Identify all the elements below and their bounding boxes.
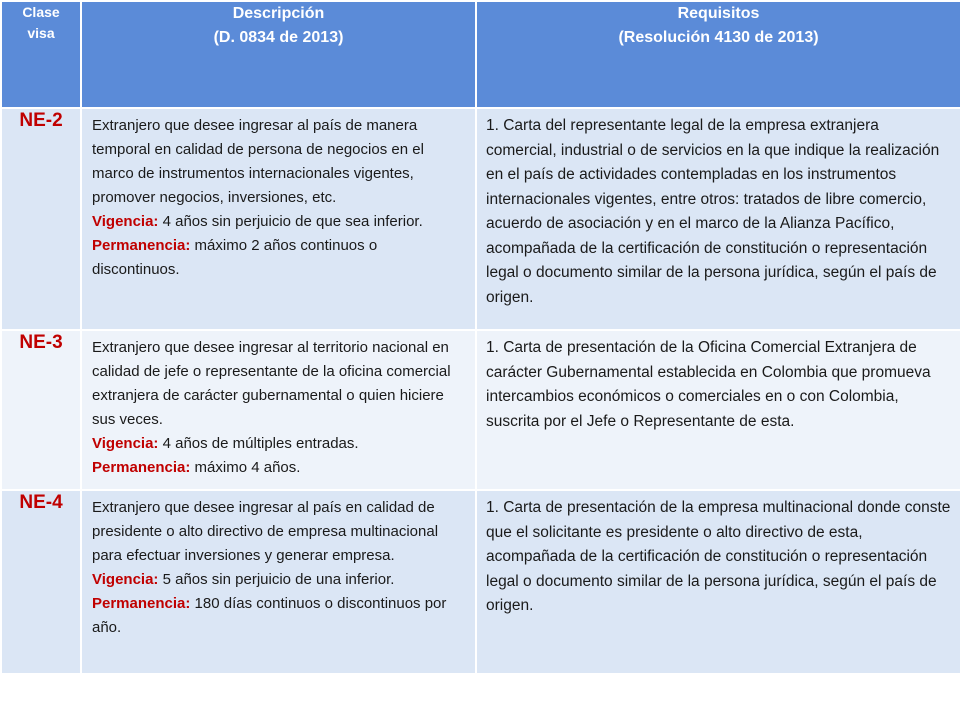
header-descripcion-line1: Descripción <box>232 5 325 22</box>
vigencia-line <box>92 568 467 592</box>
header-descripcion <box>81 1 476 108</box>
vigencia-line <box>92 432 467 456</box>
header-descripcion-line2: (D. 0834 de 2013) <box>213 29 344 46</box>
vigencia-value: 4 años sin perjuicio de que sea inferior. <box>158 213 423 230</box>
description-text: Extranjero que desee ingresar al país de manera temporal en calidad de persona de negocios en el marco de instrumentos internacionales vigentes, promover negocios, inversiones, etc. <box>92 117 424 206</box>
permanencia-label: Permanencia: <box>92 237 191 254</box>
visa-class-cell: NE-2 <box>1 108 81 330</box>
table-header-row <box>1 1 960 108</box>
vigencia-label: Vigencia: <box>92 571 159 588</box>
permanencia-line <box>92 234 467 282</box>
requirements-cell: 1. Carta del representante legal de la empresa extranjera comercial, industrial o de servicios en la que indique la realización en el país de actividades contempladas en los instrumentos internacionales vigentes, entre otros: tratados de libre comercio, acuerdo de asociación y en el marco de la Alianza Pacífico, acompañada de la certificación de constitución o representación legal o documento similar de la persona jurídica, según el país de origen. <box>476 108 960 330</box>
header-requisitos-line2: (Resolución 4130 de 2013) <box>618 29 819 46</box>
visa-class-cell: NE-3 <box>1 330 81 490</box>
requirements-cell: 1. Carta de presentación de la Oficina Comercial Extranjera de carácter Gubernamental establecida en Colombia que promueva intercambios económicos o comerciales en o con Colombia, suscrita por el Jefe o Representante de esta. <box>476 330 960 490</box>
vigencia-label: Vigencia: <box>92 213 159 230</box>
vigencia-value: 4 años de múltiples entradas. <box>158 435 359 452</box>
header-requisitos <box>476 1 960 108</box>
table-row-ne-4 <box>1 490 960 674</box>
permanencia-line <box>92 592 467 640</box>
requirements-cell: 1. Carta de presentación de la empresa multinacional donde conste que el solicitante es presidente o alto directivo de esta, acompañada de la certificación de constitución o representación legal o documento similar de la persona jurídica, según el país de origen. <box>476 490 960 674</box>
description-cell <box>81 108 476 330</box>
table-row-ne-3 <box>1 330 960 490</box>
permanencia-value: máximo 2 años continuos o discontinuos. <box>92 237 378 278</box>
header-requisitos-line1: Requisitos <box>677 5 760 22</box>
header-clase-line1: Clase <box>22 4 60 20</box>
permanencia-line <box>92 456 467 480</box>
description-cell <box>81 490 476 674</box>
header-clase-visa <box>1 1 81 108</box>
description-text: Extranjero que desee ingresar al territorio nacional en calidad de jefe o representante de la oficina comercial extranjera de carácter gubernamental o quien hiciere sus veces. <box>92 339 451 428</box>
permanencia-label: Permanencia: <box>92 459 191 476</box>
visa-class-cell: NE-4 <box>1 490 81 674</box>
vigencia-value: 5 años sin perjuicio de una inferior. <box>158 571 395 588</box>
vigencia-label: Vigencia: <box>92 435 159 452</box>
permanencia-value: 180 días continuos o discontinuos por año. <box>92 595 447 636</box>
description-text: Extranjero que desee ingresar al país en calidad de presidente o alto directivo de empresa multinacional para efectuar inversiones y generar empresa. <box>92 499 439 564</box>
permanencia-label: Permanencia: <box>92 595 191 612</box>
vigencia-line <box>92 210 467 234</box>
permanencia-value: máximo 4 años. <box>190 459 301 476</box>
description-cell <box>81 330 476 490</box>
table-row-ne-2 <box>1 108 960 330</box>
header-clase-line2: visa <box>27 25 55 41</box>
